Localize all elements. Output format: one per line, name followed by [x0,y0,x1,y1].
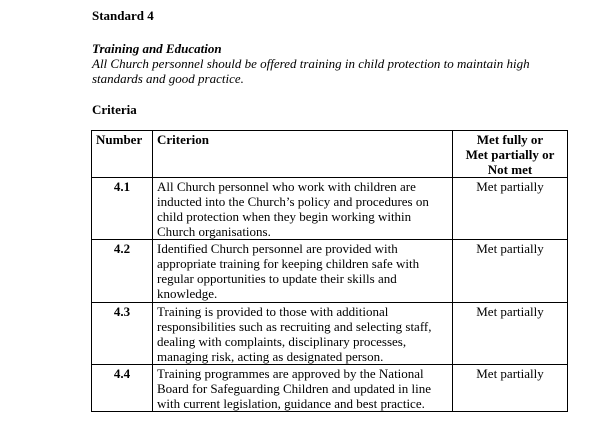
header-criterion: Criterion [153,131,453,178]
table-header-row [92,131,568,178]
table-row [92,303,568,365]
row-number: 4.4 [92,365,153,412]
row-number: 4.2 [92,240,153,303]
row-status: Met partially [453,178,568,240]
criteria-heading: Criteria [92,102,137,117]
row-criterion: Training programmes are approved by the National Board for Safeguarding Children and updated in line with current legislation, guidance and best practice. [153,365,453,412]
section-title: Training and Education [92,41,222,56]
row-number: 4.3 [92,303,153,365]
row-status: Met partially [453,365,568,412]
header-met-line-3: Not met [487,162,533,177]
row-status: Met partially [453,303,568,365]
table-row [92,240,568,303]
row-number: 4.1 [92,178,153,240]
header-met-line-1: Met fully or [476,132,544,147]
table-row [92,178,568,240]
header-met-status [453,131,568,178]
header-number: Number [92,131,153,178]
section-description: All Church personnel should be offered training in child protection to maintain high standards and good practice. [92,56,530,86]
row-criterion: Identified Church personnel are provided with appropriate training for keeping children safe with regular opportunities to update their skills and knowledge. [153,240,453,303]
criteria-table [91,130,568,412]
standard-heading: Standard 4 [92,8,154,23]
table-row [92,365,568,412]
header-met-line-2: Met partially or [465,147,555,162]
row-criterion: Training is provided to those with additional responsibilities such as recruiting and selecting staff, dealing with complaints, disciplinary processes, managing risk, acting as designated person. [153,303,453,365]
row-status: Met partially [453,240,568,303]
row-criterion: All Church personnel who work with children are inducted into the Church’s policy and procedures on child protection when they begin working within Church organisations. [153,178,453,240]
